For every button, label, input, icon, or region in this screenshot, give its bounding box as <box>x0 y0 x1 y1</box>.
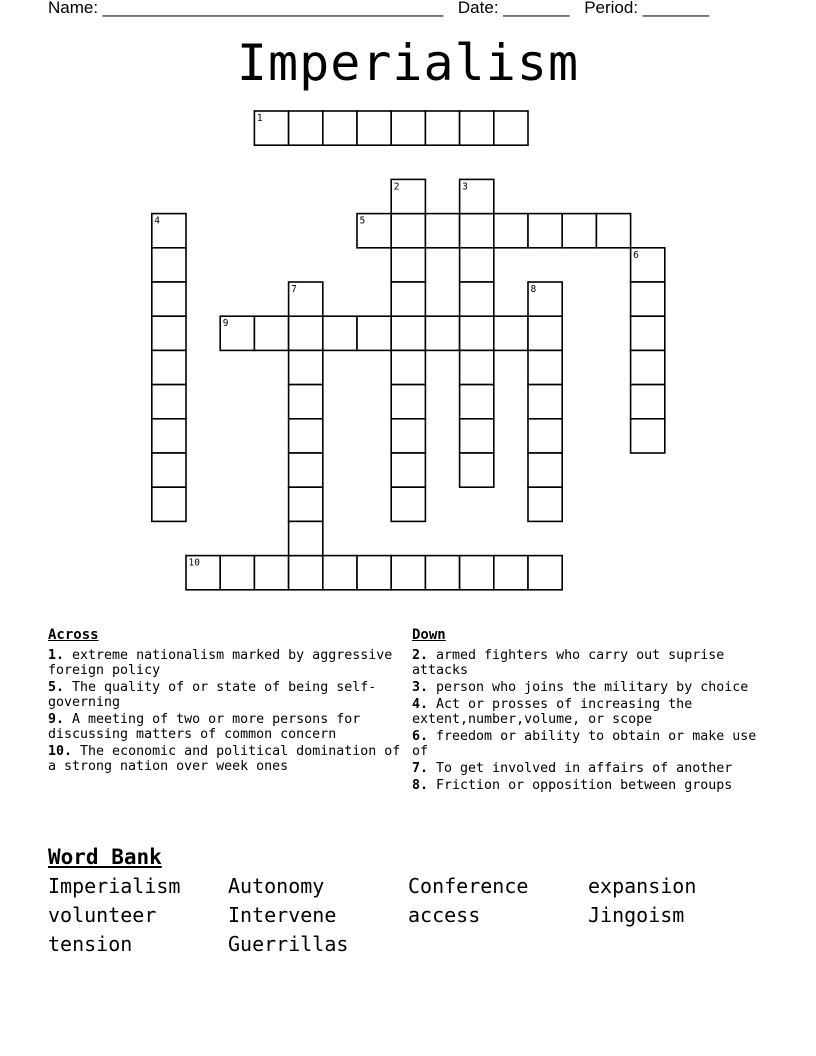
word-bank-item: Conference <box>408 874 529 898</box>
grid-cell[interactable] <box>289 419 323 453</box>
clue-num: 2. <box>412 648 429 663</box>
clue-text: armed fighters who carry out suprise attacks <box>412 648 725 678</box>
clue-num: 4. <box>412 697 429 712</box>
across-clue <box>48 744 404 774</box>
grid-cell[interactable] <box>528 316 562 350</box>
grid-cell[interactable] <box>528 453 562 487</box>
clue-num: 8. <box>412 778 429 793</box>
grid-cell[interactable] <box>631 385 665 419</box>
grid-cell[interactable] <box>289 350 323 384</box>
grid-cell[interactable] <box>391 453 425 487</box>
across-clue <box>48 712 404 742</box>
grid-cell[interactable] <box>528 487 562 521</box>
clue-text: person who joins the military by choice <box>428 680 749 695</box>
grid-cell[interactable] <box>323 111 357 145</box>
word-bank-item: volunteer <box>48 903 157 927</box>
grid-cell[interactable] <box>391 385 425 419</box>
word-bank-item: access <box>408 903 481 927</box>
grid-cell[interactable] <box>152 419 186 453</box>
clue-num: 6. <box>412 729 429 744</box>
grid-cell[interactable] <box>289 316 323 350</box>
grid-cell[interactable] <box>289 521 323 555</box>
clue-number: 8 <box>530 284 537 295</box>
clue-text: The quality of or state of being self-governing <box>48 680 377 710</box>
word-bank-item: tension <box>48 932 133 956</box>
word-bank-item: Guerrillas <box>228 932 349 956</box>
grid-cell[interactable] <box>220 556 254 590</box>
grid-cell[interactable] <box>460 316 494 350</box>
grid-cell[interactable] <box>289 453 323 487</box>
clue-number: 5 <box>359 215 366 227</box>
word-bank-item: Autonomy <box>228 874 325 898</box>
grid-cell[interactable] <box>357 316 391 350</box>
clue-number: 9 <box>222 318 229 330</box>
grid-cell[interactable] <box>152 385 186 419</box>
clue-text: The economic and political domination of a strong nation over week ones <box>48 744 401 774</box>
grid-cell[interactable] <box>391 419 425 453</box>
grid-cell[interactable] <box>289 556 323 590</box>
grid-cell[interactable] <box>391 556 425 590</box>
grid-cell[interactable] <box>391 214 425 248</box>
clue-text: Act or prosses of increasing the extent,number,volume, or scope <box>412 697 693 727</box>
clue-number: 2 <box>393 181 400 193</box>
grid-cell[interactable] <box>460 282 494 316</box>
date-field[interactable]: Date: _______ <box>457 0 570 17</box>
grid-cell[interactable] <box>323 316 357 350</box>
down-heading: Down <box>412 627 446 643</box>
grid-cell[interactable] <box>460 248 494 282</box>
word-bank-item: Intervene <box>228 903 337 927</box>
grid-cell[interactable] <box>460 419 494 453</box>
clue-num: 5. <box>48 680 65 695</box>
grid-cell[interactable] <box>460 453 494 487</box>
grid-cell[interactable] <box>460 350 494 384</box>
down-clue <box>412 648 762 678</box>
grid-cell[interactable] <box>289 487 323 521</box>
grid-cell[interactable] <box>152 316 186 350</box>
grid-cell[interactable] <box>528 385 562 419</box>
grid-cell[interactable] <box>425 316 459 350</box>
across-clue <box>48 680 404 710</box>
clue-num: 7. <box>412 761 429 776</box>
clue-text: freedom or ability to obtain or make use of <box>412 729 757 759</box>
across-clues <box>48 628 404 776</box>
grid-cell[interactable] <box>460 556 494 590</box>
across-heading: Across <box>48 627 99 643</box>
down-clues <box>412 628 762 795</box>
clue-num: 9. <box>48 712 65 727</box>
clue-num: 1. <box>48 648 65 663</box>
grid-cell[interactable] <box>528 350 562 384</box>
grid-cell[interactable] <box>528 214 562 248</box>
grid-cell[interactable] <box>152 282 186 316</box>
grid-cell[interactable] <box>528 556 562 590</box>
grid-cell[interactable] <box>460 111 494 145</box>
word-bank-heading: Word Bank <box>48 845 162 869</box>
across-clue <box>48 648 404 678</box>
down-clue <box>412 761 762 776</box>
grid-cell[interactable] <box>494 111 528 145</box>
clue-num: 3. <box>412 680 429 695</box>
grid-cell[interactable] <box>391 111 425 145</box>
clue-number: 3 <box>462 181 468 193</box>
grid-cell[interactable] <box>152 350 186 384</box>
grid-cell[interactable] <box>631 282 665 316</box>
clue-text: extreme nationalism marked by aggressive foreign policy <box>48 648 393 678</box>
grid-cell[interactable] <box>460 385 494 419</box>
grid-cell[interactable] <box>494 214 528 248</box>
grid-cell[interactable] <box>391 487 425 521</box>
clue-number: 4 <box>154 215 161 227</box>
clue-number: 7 <box>291 284 297 295</box>
grid-cell[interactable] <box>152 453 186 487</box>
grid-cell[interactable] <box>631 350 665 384</box>
grid-cell[interactable] <box>596 214 630 248</box>
grid-cell[interactable] <box>152 248 186 282</box>
grid-cell[interactable] <box>425 214 459 248</box>
clue-text: A meeting of two or more persons for discussing matters of common concern <box>48 712 361 742</box>
grid-cell[interactable] <box>391 350 425 384</box>
grid-cell[interactable] <box>425 111 459 145</box>
word-bank-item: expansion <box>588 874 697 898</box>
grid-cell[interactable] <box>289 111 323 145</box>
word-bank-item: Jingoism <box>588 903 685 927</box>
grid-cell[interactable] <box>357 111 391 145</box>
grid-cell[interactable] <box>494 556 528 590</box>
grid-cell[interactable] <box>391 316 425 350</box>
word-bank-item: Imperialism <box>48 874 181 898</box>
clue-number: 1 <box>256 113 263 124</box>
grid-cell[interactable] <box>254 316 288 350</box>
grid-cell[interactable] <box>391 248 425 282</box>
grid-cell[interactable] <box>425 556 459 590</box>
clue-number: 10 <box>188 557 200 569</box>
down-clue <box>412 680 762 695</box>
grid-cell[interactable] <box>631 419 665 453</box>
grid-cell[interactable] <box>323 556 357 590</box>
grid-cell[interactable] <box>562 214 596 248</box>
grid-cell[interactable] <box>152 487 186 521</box>
period-field[interactable]: Period: _______ <box>584 0 709 17</box>
clue-text: Friction or opposition between groups <box>428 778 733 793</box>
down-clue <box>412 729 762 759</box>
grid-cell[interactable] <box>289 385 323 419</box>
grid-cell[interactable] <box>357 556 391 590</box>
grid-cell[interactable] <box>494 316 528 350</box>
clue-num: 10. <box>48 744 73 759</box>
grid-cell[interactable] <box>528 419 562 453</box>
clue-number: 6 <box>633 249 639 261</box>
down-clue <box>412 778 762 793</box>
page-title: Imperialism <box>236 34 580 92</box>
grid-cell[interactable] <box>460 214 494 248</box>
name-field[interactable]: Name: ____________________________________ <box>48 0 444 17</box>
grid-cell[interactable] <box>631 316 665 350</box>
clue-text: To get involved in affairs of another <box>428 761 733 776</box>
word-bank <box>48 872 768 959</box>
grid-cell[interactable] <box>391 282 425 316</box>
grid-cell[interactable] <box>254 556 288 590</box>
down-clue <box>412 697 762 727</box>
